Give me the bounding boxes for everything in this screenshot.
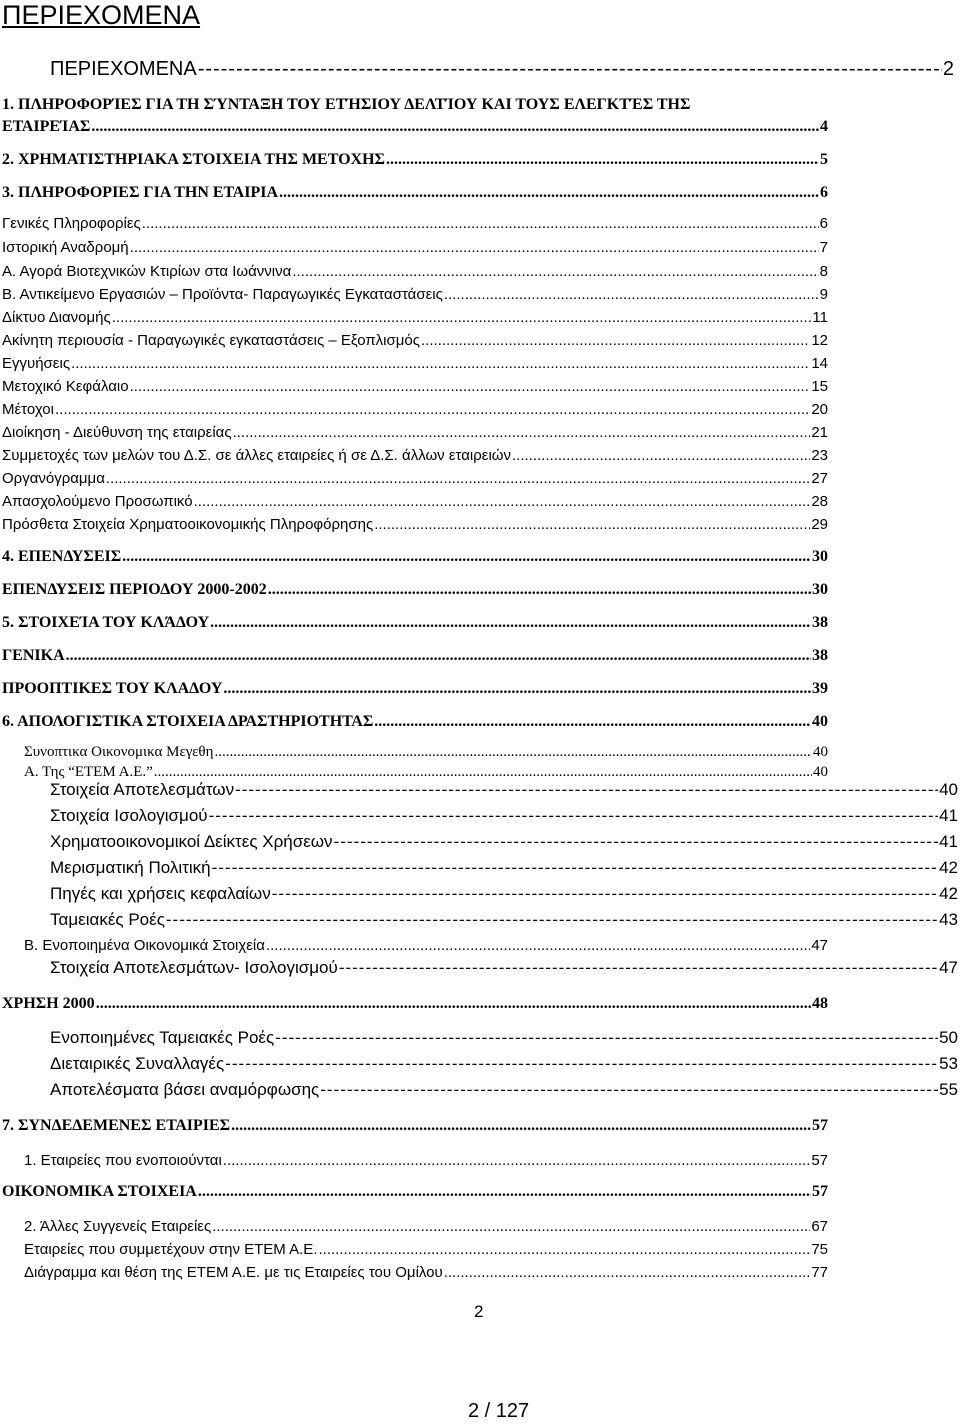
toc-leader [66,647,811,665]
toc-entry-label: 7. ΣΥΝΔΕΔΕΜΕΝΕΣ ΕΤΑΙΡΙΕΣ [2,1117,231,1134]
toc-entry-label: Χρηματοοικονομικοί Δείκτες Χρήσεων [50,832,333,851]
toc-entry[interactable] [24,1241,828,1258]
toc-entry-label: Ιστορική Αναδρομή [2,239,129,256]
toc-leader [444,286,819,303]
toc-entry-page: 7 [819,239,828,256]
toc-leader [334,832,939,852]
toc-entry[interactable] [24,937,828,954]
toc-entry[interactable] [50,1028,958,1048]
toc-entry-label: Ακίνητη περιουσία - Παραγωγικές εγκαταστάσεις – Εξοπλισμός [2,332,420,349]
toc-entry-page: 38 [812,647,828,664]
toc-entry-page: 9 [819,286,828,303]
toc-entry-page: 43 [939,910,958,929]
toc-entry[interactable] [2,995,828,1013]
toc-entry-page: 6 [819,215,828,232]
toc-entry[interactable] [50,1080,958,1100]
toc-entry-label: Εγγυήσεις [2,355,71,372]
toc-entry[interactable] [2,581,828,599]
toc-entry-page: 27 [811,470,828,487]
toc-entry[interactable] [2,647,828,665]
toc-entry[interactable] [50,958,958,978]
toc-leader [112,309,812,326]
toc-leader [194,493,811,510]
toc-entry-page: 42 [939,858,958,877]
toc-entry-label: ΓΕΝΙΚΑ [2,647,65,664]
toc-entry-label: Ενοποιημένες Ταμειακές Ροές [50,1028,275,1047]
toc-entry-page: 77 [811,1264,828,1281]
toc-entry[interactable] [2,1117,828,1135]
toc-entry[interactable] [24,744,828,761]
toc-leader [233,424,811,441]
toc-entry[interactable] [2,680,828,698]
toc-leader [272,884,938,904]
toc-entry-label: 1. Εταιρείες που ενοποιούνται [24,1152,222,1169]
toc-leader [512,447,810,464]
toc-entry-page: 75 [811,1241,828,1258]
toc-entry[interactable] [2,286,828,303]
footer-page-number: 2 [474,1302,484,1321]
toc-leader [130,239,819,256]
toc-entry-page: 39 [812,680,828,697]
toc-entry[interactable] [2,470,828,487]
toc-entry-label: Συμμετοχές των μελών του Δ.Σ. σε άλλες εταιρείες ή σε Δ.Σ. άλλων εταιρειών [2,447,512,464]
toc-entry-label: 3. ΠΛΗΡΟΦΟΡΙΕΣ ΓΙΑ ΤΗΝ ΕΤΑΙΡΙΑ [2,184,279,201]
toc-entry-page: 2 [942,58,954,80]
toc-leader [71,355,810,372]
toc-entry[interactable] [2,355,828,372]
toc-entry-label: ΕΤΑΙΡΕΊΑΣ [2,118,91,135]
page-counter: 2 / 127 [468,1400,530,1422]
toc-entry-label: Β. Αντικείμενο Εργασιών – Προϊόντα- Παραγωγικές Εγκαταστάσεις [2,286,443,303]
toc-entry[interactable] [50,910,958,930]
toc-entry[interactable] [24,1152,828,1169]
toc-entry-page: 29 [811,516,828,533]
toc-entry-label: Πρόσθετα Στοιχεία Χρηματοοικονομικής Πληροφόρησης [2,516,374,533]
toc-entry-page: 47 [939,958,958,977]
toc-entry-label-line1: 1. ΠΛΗΡΟΦΟΡΊΕΣ ΓΙΑ ΤΗ ΣΎΝΤΑΞΗ ΤΟΥ ΕΤΉΣΙΟΥ ΔΕΛΤΊΟΥ ΚΑΙ ΤΟΥΣ ΕΛΕΓΚΤΈΣ ΤΗΣ [2,96,691,113]
toc-entry-page: 40 [813,744,828,760]
toc-entry-label: Α. Αγορά Βιοτεχνικών Κτιρίων στα Ιωάννινα [2,263,292,280]
toc-entry[interactable] [2,548,828,566]
toc-entry-label: 6. ΑΠΟΛΟΓΙΣΤΙΚΑ ΣΤΟΙΧΕΙΑ ΔΡΑΣΤΗΡΙΟΤΗΤΑΣ [2,713,374,730]
toc-entry-label: Διεταιρικές Συναλλαγές [50,1054,225,1073]
toc-entry[interactable] [2,713,828,731]
toc-entry[interactable] [2,401,828,418]
toc-entry[interactable] [2,447,828,464]
toc-entry-page: 12 [811,332,828,349]
toc-leader [266,937,810,954]
toc-entry[interactable] [24,764,828,781]
toc-entry[interactable] [2,239,828,256]
toc-entry-page: 30 [812,548,828,565]
toc-leader [235,780,938,800]
toc-entry-label: Αποτελέσματα βάσει αναμόρφωσης [50,1080,320,1099]
toc-entry[interactable] [2,614,828,632]
toc-entry-label: 5. ΣΤΟΙΧΕΊΑ ΤΟΥ ΚΛΆΔΟΥ [2,614,210,631]
toc-entry-page: 50 [939,1028,958,1047]
toc-leader [154,764,812,781]
toc-entry[interactable] [2,332,828,349]
toc-leader [212,1218,810,1235]
toc-leader [198,1183,811,1201]
toc-entry-page: 20 [811,401,828,418]
toc-entry-page: 40 [939,780,958,799]
toc-entry-label: Συνοπτικα Οικονομικα Μεγεθη [24,744,214,760]
toc-entry[interactable] [50,1054,958,1074]
toc-entry-page: 47 [811,937,828,954]
toc-entry-label: 2. Άλλες Συγγενείς Εταιρείες [24,1218,212,1235]
toc-leader [374,713,811,731]
toc-entry-page: 5 [820,151,828,168]
toc-leader [96,995,811,1013]
toc-entry-label: Μέτοχοι [2,401,54,418]
page-title: ΠΕΡΙΕΧΟΜΕΝΑ [2,0,201,30]
toc-entry[interactable] [24,1264,828,1281]
toc-leader [223,1152,811,1169]
toc-entry[interactable] [2,151,828,169]
toc-entry-label: ΠΡΟΟΠΤΙΚΕΣ ΤΟΥ ΚΛΑΔΟΥ [2,680,223,697]
toc-entry-label: Β. Ενοποιημένα Οικονομικά Στοιχεία [24,937,265,954]
toc-entry-label: Ταμειακές Ροές [50,910,165,929]
toc-leader [231,1117,811,1135]
toc-entry-label: Στοιχεία Ισολογισμού [50,806,208,825]
toc-entry-label: Μετοχικό Κεφάλαιο [2,378,129,395]
toc-leader [210,614,811,632]
toc-entry[interactable] [2,378,828,395]
toc-entry[interactable] [2,263,828,280]
toc-entry-label: 2. ΧΡΗΜΑΤΙΣΤΗΡΙΑΚΑ ΣΤΟΙΧΕΙΑ ΤΗΣ ΜΕΤΟΧΗΣ [2,151,386,168]
toc-leader [320,1080,938,1100]
toc-entry-page: 6 [820,184,828,201]
toc-entry[interactable] [50,832,958,852]
toc-leader [198,58,942,81]
toc-entry-label: ΠΕΡΙΕΧΟΜΕΝΑ [50,58,197,80]
toc-entry-label: 4. ΕΠΕΝΔΥΣΕΙΣ [2,548,122,565]
toc-entry-page: 23 [811,447,828,464]
toc-entry[interactable] [24,1218,828,1235]
toc-leader [225,1054,938,1074]
toc-entry[interactable] [2,493,828,510]
toc-entry-label: Α. Της “ΕΤΕΜ Α.Ε.” [24,764,153,780]
toc-entry[interactable] [50,58,954,81]
toc-entry-page: 15 [811,378,828,395]
toc-entry-page: 8 [819,263,828,280]
toc-entry-page: 14 [811,355,828,372]
toc-entry[interactable] [2,424,828,441]
toc-leader [166,910,938,930]
toc-entry[interactable] [2,1183,828,1201]
toc-entry-page: 21 [811,424,828,441]
toc-leader [268,581,811,599]
toc-leader [444,1264,811,1281]
toc-entry-page: 11 [812,309,828,326]
toc-entry[interactable] [50,780,958,800]
toc-entry[interactable] [2,215,828,232]
toc-entry-page: 67 [811,1218,828,1235]
toc-entry[interactable] [2,118,828,136]
toc-entry-page: 57 [811,1152,828,1169]
toc-entry[interactable] [2,516,828,533]
toc-leader [212,858,938,878]
toc-leader [421,332,810,349]
toc-entry-page: 57 [812,1117,828,1134]
toc-entry-label: Απασχολούμενο Προσωπικό [2,493,193,510]
toc-entry-page: 55 [939,1080,958,1099]
toc-leader [386,151,819,169]
toc-leader [214,744,812,761]
toc-entry[interactable] [50,884,958,904]
toc-leader [130,378,811,395]
toc-entry-label: Διοίκηση - Διεύθυνση της εταιρείας [2,424,232,441]
toc-leader [209,806,938,826]
toc-leader [275,1028,938,1048]
toc-entry-page: 4 [820,118,828,135]
toc-entry[interactable] [2,309,828,326]
toc-entry[interactable] [50,858,958,878]
toc-entry-label: Διάγραμμα και θέση της ΕΤΕΜ Α.Ε. με τις Εταιρείες του Ομίλου [24,1264,443,1281]
toc-leader [318,1241,810,1258]
toc-leader [223,680,811,698]
toc-entry-page: 40 [813,764,828,780]
toc-entry-label: ΕΠΕΝΔΥΣΕΙΣ ΠΕΡΙΟΔΟΥ 2000-2002 [2,581,267,598]
toc-entry-page: 41 [939,806,958,825]
toc-leader [142,215,819,232]
toc-entry-page: 41 [939,832,958,851]
toc-entry-page: 40 [812,713,828,730]
toc-entry-page: 48 [812,995,828,1012]
toc-entry-label: Δίκτυο Διανομής [2,309,111,326]
toc-entry-label: Οργανόγραμμα [2,470,105,487]
toc-entry-page: 42 [939,884,958,903]
toc-leader [292,263,818,280]
toc-leader [91,118,819,136]
toc-leader [339,958,938,978]
toc-entry-label: ΧΡΗΣΗ 2000 [2,995,95,1012]
toc-entry[interactable] [50,806,958,826]
toc-entry-label: Στοιχεία Αποτελεσμάτων [50,780,235,799]
toc-entry-page: 53 [939,1054,958,1073]
toc-entry-label: ΟΙΚΟΝΟΜΙΚΑ ΣΤΟΙΧΕΙΑ [2,1183,197,1200]
toc-entry-label: Μερισματική Πολιτική [50,858,211,877]
toc-entry-label: Εταιρείες που συμμετέχουν στην ΕΤΕΜ Α.Ε. [24,1241,318,1258]
toc-leader [279,184,819,202]
toc-entry-label: Πηγές και χρήσεις κεφαλαίων [50,884,271,903]
toc-leader [374,516,810,533]
toc-entry[interactable] [2,184,828,202]
toc-entry-page: 38 [812,614,828,631]
toc-entry-page: 28 [811,493,828,510]
toc-entry-page: 57 [812,1183,828,1200]
toc-leader [106,470,810,487]
toc-leader [122,548,811,566]
toc-entry-page: 30 [812,581,828,598]
toc-entry-label: Στοιχεία Αποτελεσμάτων- Ισολογισμού [50,958,338,977]
toc-entry-label: Γενικές Πληροφορίες [2,215,141,232]
toc-leader [55,401,810,418]
